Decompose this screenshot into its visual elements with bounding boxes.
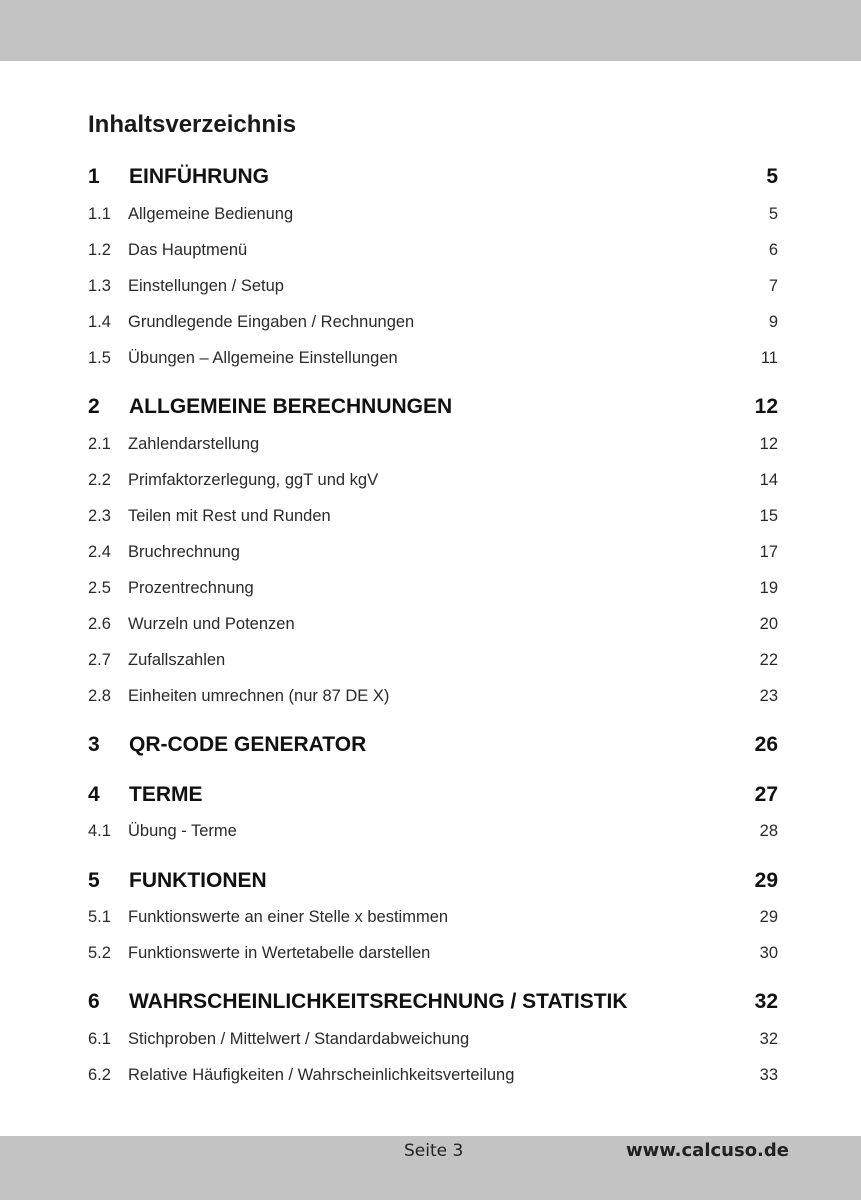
toc-entry-title: Funktionswerte in Wertetabelle darstellen — [128, 944, 431, 962]
toc-entry-page: 6 — [768, 241, 778, 259]
toc-entry-number: 3 — [88, 733, 100, 756]
toc-entry-number: 6.2 — [88, 1066, 111, 1084]
toc-entry-page: 19 — [759, 579, 778, 597]
toc-entry-title: Relative Häufigkeiten / Wahrscheinlichkeitsverteilung — [128, 1066, 515, 1084]
toc-entry-title: Allgemeine Bedienung — [128, 205, 294, 223]
footer-page-number: Seite 3 — [404, 1141, 464, 1161]
toc-entry-number: 2.1 — [88, 435, 111, 453]
toc-entry-page: 15 — [759, 507, 778, 525]
toc-section-row — [88, 435, 778, 459]
toc-entry-number: 1.5 — [88, 349, 111, 367]
toc-entry-title: FUNKTIONEN — [129, 869, 267, 892]
toc-entry-number: 2.3 — [88, 507, 111, 525]
toc-entry-page: 32 — [759, 1030, 778, 1048]
toc-entry-title: Zufallszahlen — [128, 651, 226, 669]
toc-section-row — [88, 687, 778, 711]
toc-entry-page: 7 — [768, 277, 778, 295]
toc-entry-title: Bruchrechnung — [128, 543, 240, 561]
toc-entry-page: 17 — [759, 543, 778, 561]
toc-entry-page: 26 — [754, 733, 778, 756]
toc-entry-number: 1.1 — [88, 205, 111, 223]
toc-entry-number: 2 — [88, 395, 100, 418]
toc-entry-page: 5 — [766, 165, 778, 188]
toc-entry-number: 1 — [88, 165, 100, 188]
toc-entry-number: 5 — [88, 869, 100, 892]
toc-entry-title: Wurzeln und Potenzen — [128, 615, 295, 633]
toc-entry-page: 23 — [759, 687, 778, 705]
toc-entry-title: QR-CODE GENERATOR — [129, 733, 367, 756]
toc-entry-title: Einheiten umrechnen (nur 87 DE X) — [128, 687, 390, 705]
toc-entry-title: WAHRSCHEINLICHKEITSRECHNUNG / STATISTIK — [129, 990, 628, 1013]
toc-entry-page: 14 — [759, 471, 778, 489]
toc-section-row — [88, 908, 778, 932]
toc-entry-page: 29 — [759, 908, 778, 926]
toc-section-row — [88, 471, 778, 495]
toc-section-row — [88, 277, 778, 301]
toc-entry-number: 1.3 — [88, 277, 111, 295]
toc-entry-title: Funktionswerte an einer Stelle x bestimmen — [128, 908, 449, 926]
toc-entry-number: 2.2 — [88, 471, 111, 489]
toc-entry-number: 4 — [88, 783, 100, 806]
toc-entry-number: 4.1 — [88, 822, 111, 840]
toc-chapter-row — [88, 395, 778, 419]
toc-chapter-row — [88, 990, 778, 1014]
toc-entry-number: 6 — [88, 990, 100, 1013]
toc-entry-page: 33 — [759, 1066, 778, 1084]
toc-section-row — [88, 543, 778, 567]
toc-entry-page: 20 — [759, 615, 778, 633]
toc-entry-title: Einstellungen / Setup — [128, 277, 284, 295]
toc-chapter-row — [88, 869, 778, 893]
toc-section-row — [88, 579, 778, 603]
toc-entry-number: 2.8 — [88, 687, 111, 705]
toc-chapter-row — [88, 783, 778, 807]
toc-entry-number: 1.4 — [88, 313, 111, 331]
toc-entry-title: Das Hauptmenü — [128, 241, 248, 259]
toc-entry-page: 12 — [759, 435, 778, 453]
toc-entry-page: 12 — [754, 395, 778, 418]
toc-section-row — [88, 1030, 778, 1054]
toc-section-row — [88, 1066, 778, 1090]
toc-entry-page: 9 — [768, 313, 778, 331]
footer-website: www.calcuso.de — [625, 1140, 789, 1161]
toc-entry-title: Übungen – Allgemeine Einstellungen — [128, 349, 398, 367]
toc-entry-number: 2.5 — [88, 579, 111, 597]
toc-entry-title: Zahlendarstellung — [128, 435, 260, 453]
toc-entry-title: Übung - Terme — [128, 822, 237, 840]
toc-entry-title: Stichproben / Mittelwert / Standardabweichung — [128, 1030, 470, 1048]
toc-entry-number: 1.2 — [88, 241, 111, 259]
toc-entry-page: 29 — [754, 869, 778, 892]
toc-section-row — [88, 349, 778, 373]
toc-entry-number: 6.1 — [88, 1030, 111, 1048]
toc-section-row — [88, 615, 778, 639]
toc-section-row — [88, 205, 778, 229]
toc-entry-number: 2.6 — [88, 615, 111, 633]
toc-entry-title: ALLGEMEINE BERECHNUNGEN — [129, 395, 453, 418]
toc-entry-page: 27 — [754, 783, 778, 806]
toc-entry-number: 2.7 — [88, 651, 111, 669]
toc-entry-number: 2.4 — [88, 543, 111, 561]
toc-entry-page: 30 — [759, 944, 778, 962]
toc-entry-title: EINFÜHRUNG — [129, 165, 269, 188]
toc-section-row — [88, 313, 778, 337]
toc-section-row — [88, 944, 778, 968]
toc-entry-title: TERME — [129, 783, 203, 806]
toc-chapter-row — [88, 165, 778, 189]
toc-entry-number: 5.2 — [88, 944, 111, 962]
toc-entry-title: Teilen mit Rest und Runden — [128, 507, 331, 525]
toc-entry-title: Primfaktorzerlegung, ggT und kgV — [128, 471, 379, 489]
page-title: Inhaltsverzeichnis — [88, 111, 297, 138]
toc-entry-page: 11 — [760, 349, 778, 367]
toc-entry-number: 5.1 — [88, 908, 111, 926]
toc-section-row — [88, 241, 778, 265]
toc-chapter-row — [88, 733, 778, 757]
toc-entry-page: 28 — [759, 822, 778, 840]
toc-entry-title: Grundlegende Eingaben / Rechnungen — [128, 313, 415, 331]
toc-entry-page: 32 — [754, 990, 778, 1013]
toc-section-row — [88, 507, 778, 531]
toc-section-row — [88, 651, 778, 675]
toc-entry-page: 22 — [759, 651, 778, 669]
toc-entry-title: Prozentrechnung — [128, 579, 254, 597]
toc-entry-page: 5 — [768, 205, 778, 223]
toc-section-row — [88, 822, 778, 846]
